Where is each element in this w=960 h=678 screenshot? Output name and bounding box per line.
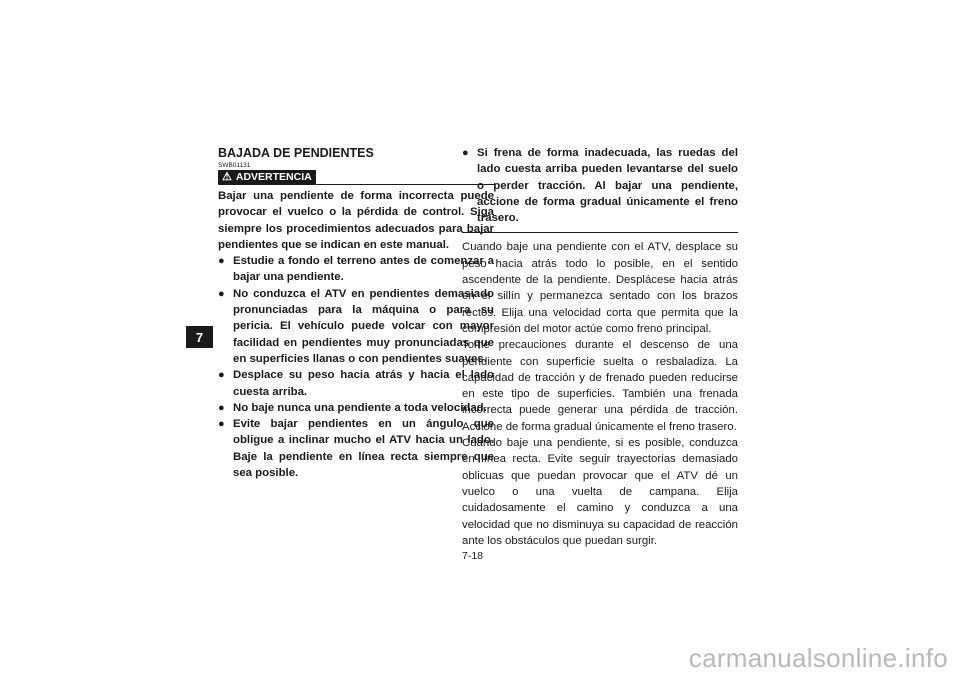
bullet-icon: ● [218,369,225,382]
bullet-icon: ● [218,287,225,300]
bullet-icon: ● [218,418,225,431]
warning-label [218,170,316,185]
page-number: 7-18 [462,550,484,562]
watermark: carmanualsonline.info [688,643,948,673]
warning-item: ● Evite bajar pendientes en un ángulo que obligue a inclinar mucho el ATV hacia un lado. Baje la pendiente en línea recta siempre que sea posible. [218,418,494,480]
warning-item: ● Desplace su peso hacia atrás y hacia el lado cuesta arriba. [218,369,494,398]
warning-label-text: ADVERTENCIA [235,171,312,184]
body-paragraph: Tome precauciones durante el descenso de una pendiente con superficie suelta o resbaladiza. La capacidad de tracción y de frenado pueden reducirse en este tipo de superficies. También una frenada incorrecta puede generar una pérdida de tracción. Accione de forma gradual únicamente el freno trasero. [462,339,738,433]
chapter-tab: 7 [186,326,213,348]
body-paragraph: Cuando baje una pendiente con el ATV, desplace su peso hacia atrás todo lo posible, en el sentido ascendente de la pendiente. Desplácese hacia atrás en el sillín y permanezca sentado con los brazos rectos. Elija una velocidad corta que permita que la compresión del motor actúe como freno principal. [462,241,738,335]
body-paragraph: Cuando baje una pendiente, si es posible, conduzca en línea recta. Evite seguir trayectorias demasiado oblicuas que puedan provocar que el ATV dé un vuelco o una vuelta de campana. Elija cuidadosamente el camino y conduzca a una velocidad que no disminuya su capacidad de reacción ante los obstáculos que puedan surgir. [462,437,738,547]
bullet-icon: ● [218,401,225,414]
warning-triangle-icon: ⚠ [222,171,232,184]
warning-header [218,170,494,185]
warning-list-right [462,145,738,226]
warning-end-rule [462,232,738,233]
bullet-icon: ● [218,255,225,268]
bullet-icon: ● [462,147,469,159]
reference-code: SWB01131 [218,162,251,169]
left-column [218,145,494,481]
warning-item: ● Estudie a fondo el terreno antes de comenzar a bajar una pendiente. [218,255,494,284]
warning-list-left [218,253,494,481]
warning-item: ● No conduzca el ATV en pendientes demasiado pronunciadas para la máquina o para su pericia. El vehículo puede volcar con mayor facilidad en pendientes muy pronunciadas que en superficies llanas o con pendientes suaves. [218,287,494,365]
right-column [462,145,738,549]
section-title: BAJADA DE PENDIENTES [218,146,374,160]
warning-item: ● No baje nunca una pendiente a toda velocidad. [218,400,494,416]
warning-intro: Bajar una pendiente de forma incorrecta puede provocar el vuelco o la pérdida de control. Siga siempre los procedimientos adecuados para bajar pendientes que se indican en este manual. [218,190,494,251]
warning-item: ● Si frena de forma inadecuada, las ruedas del lado cuesta arriba pueden levantarse del suelo o perder tracción. Al bajar una pendiente, accione de forma gradual únicamente el freno trasero. [462,147,738,225]
